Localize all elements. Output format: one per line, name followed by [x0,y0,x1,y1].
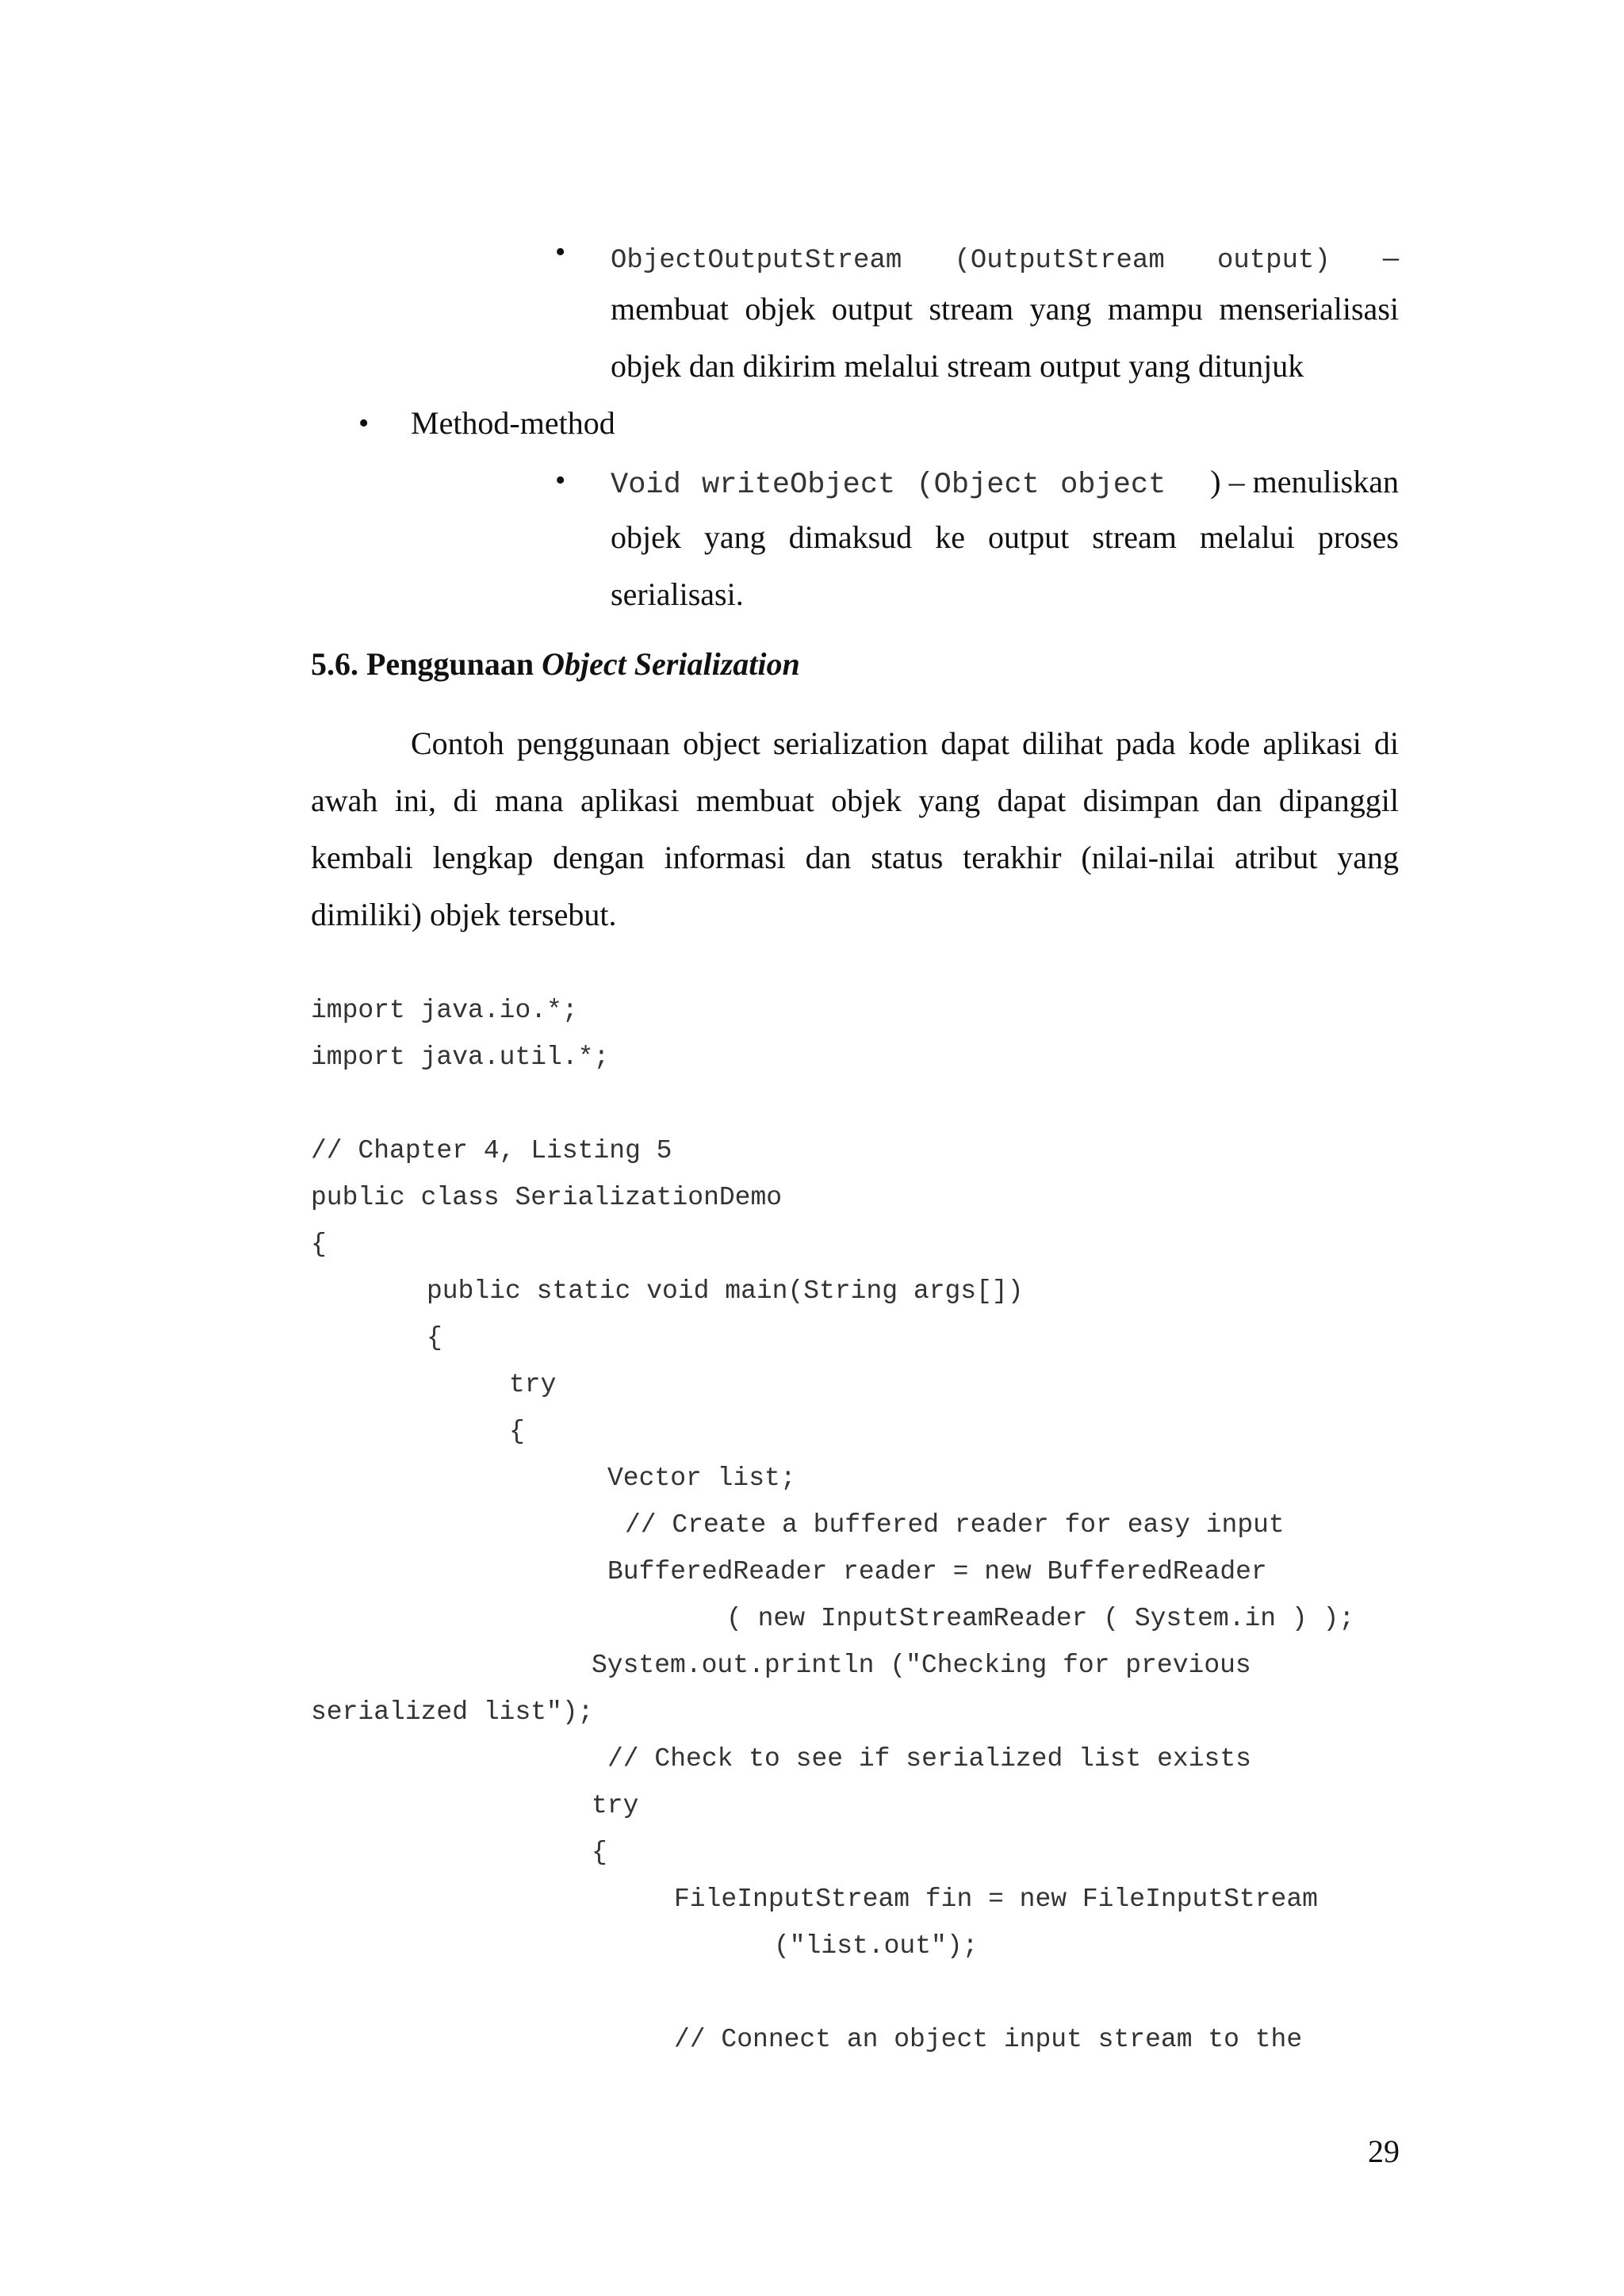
code-line: BufferedReader reader = new BufferedReader [607,1557,1267,1586]
constructor-description-line: objek dan dikirim melalui stream output yang ditunjuk [611,348,1304,384]
paragraph-line: awah ini, di mana aplikasi membuat objek yang dapat disimpan dan dipanggil [311,783,1399,818]
code-line: import java.util.*; [311,1043,610,1072]
code-line: ( new InputStreamReader ( System.in ) ); [726,1604,1355,1633]
signature-dash: – [1383,239,1399,274]
paragraph-line: dimiliki) objek tersebut. [311,897,617,932]
code-line: { [427,1323,442,1353]
bullet-dot: • [555,464,566,497]
code-line: // Create a buffered reader for easy input [625,1510,1285,1540]
methods-heading: Method-method [411,405,615,441]
code-line: { [311,1230,327,1259]
page-number: 29 [1368,2133,1400,2169]
code-line: serialized list"); [311,1697,594,1727]
section-heading-italic: Object Serialization [542,646,800,682]
code-line: FileInputStream fin = new FileInputStream [674,1885,1318,1914]
section-heading-text: 5.6. Penggunaan [311,646,542,682]
code-line: // Connect an object input stream to the [674,2025,1303,2054]
paragraph-line: Contoh penggunaan object serialization dapat dilihat pada kode aplikasi di [411,725,1399,761]
method-description-line: objek yang dimaksud ke output stream melalui proses [611,519,1399,555]
code-line: try [509,1370,557,1399]
signature-part: (OutputStream [954,246,1165,276]
code-line: // Chapter 4, Listing 5 [311,1136,672,1165]
code-line: import java.io.*; [311,996,578,1025]
bullet-dot: • [358,407,370,440]
code-line: try [592,1791,639,1820]
code-line: Vector list; [607,1464,796,1493]
constructor-description-line: membuat objek output stream yang mampu menserialisasi [611,291,1399,327]
signature-part: output) [1216,246,1331,276]
method-signature-tail: ) – menuliskan [1210,464,1399,499]
code-line: { [509,1417,525,1446]
signature-part: ObjectOutputStream [611,246,902,276]
section-heading [311,645,800,683]
bullet-dot: • [555,235,566,269]
code-line: // Check to see if serialized list exists [607,1744,1251,1774]
code-line: public class SerializationDemo [311,1183,783,1212]
method-description-line: serialisasi. [611,576,744,612]
code-line: System.out.println ("Checking for previous [592,1651,1251,1680]
paragraph-line: kembali lengkap dengan informasi dan status terakhir (nilai-nilai atribut yang [311,840,1399,875]
code-line: public static void main(String args[]) [427,1276,1024,1306]
constructor-signature [611,238,1399,276]
method-signature-line [611,463,1399,502]
method-signature: Void writeObject (Object object [611,469,1166,502]
code-line: { [592,1838,607,1867]
code-line: ("list.out"); [774,1931,979,1961]
